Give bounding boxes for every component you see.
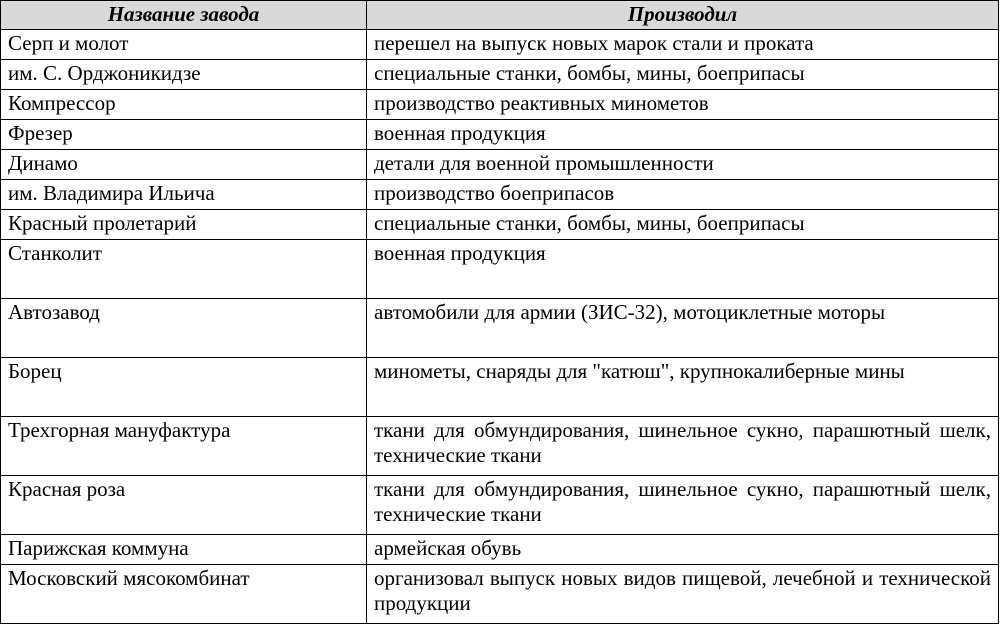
factory-name-cell: Серп и молот	[1, 30, 367, 60]
factory-name-cell: им. С. Орджоникидзе	[1, 60, 367, 90]
product-cell: детали для военной промышленности	[367, 150, 999, 180]
factory-name-cell: Московский мясокомбинат	[1, 565, 367, 624]
factory-name-cell: Станколит	[1, 240, 367, 299]
table-row	[1, 180, 999, 210]
header-factory-name: Название завода	[1, 1, 367, 30]
product-cell: специальные станки, бомбы, мины, боеприпасы	[367, 60, 999, 90]
factory-name-cell: Фрезер	[1, 120, 367, 150]
product-cell: минометы, снаряды для "катюш", крупнокалиберные мины	[367, 358, 999, 417]
factory-name-cell: Борец	[1, 358, 367, 417]
factory-name-cell: Трехгорная мануфактура	[1, 417, 367, 476]
product-cell: производство реактивных минометов	[367, 90, 999, 120]
table-row	[1, 417, 999, 476]
factory-name-cell: Красный пролетарий	[1, 210, 367, 240]
table-row	[1, 210, 999, 240]
table-header-row	[1, 1, 999, 30]
table-row	[1, 240, 999, 299]
product-cell: военная продукция	[367, 240, 999, 299]
product-cell: ткани для обмундирования, шинельное сукно, парашютный шелк, технические ткани	[367, 476, 999, 535]
table-row	[1, 565, 999, 624]
table-row	[1, 299, 999, 358]
header-produced: Производил	[367, 1, 999, 30]
factory-name-cell: Парижская коммуна	[1, 535, 367, 565]
product-cell: автомобили для армии (ЗИС-32), мотоциклетные моторы	[367, 299, 999, 358]
product-cell: специальные станки, бомбы, мины, боеприпасы	[367, 210, 999, 240]
table-row	[1, 30, 999, 60]
factory-name-cell: Красная роза	[1, 476, 367, 535]
product-cell: военная продукция	[367, 120, 999, 150]
table-row	[1, 120, 999, 150]
table-row	[1, 476, 999, 535]
product-cell: производство боеприпасов	[367, 180, 999, 210]
table-row	[1, 358, 999, 417]
factory-name-cell: Динамо	[1, 150, 367, 180]
table-row	[1, 535, 999, 565]
product-cell: перешел на выпуск новых марок стали и проката	[367, 30, 999, 60]
table-row	[1, 90, 999, 120]
product-cell: армейская обувь	[367, 535, 999, 565]
factory-name-cell: им. Владимира Ильича	[1, 180, 367, 210]
product-cell: ткани для обмундирования, шинельное сукно, парашютный шелк, технические ткани	[367, 417, 999, 476]
factory-name-cell: Автозавод	[1, 299, 367, 358]
table-row	[1, 150, 999, 180]
product-cell: организовал выпуск новых видов пищевой, лечебной и технической продукции	[367, 565, 999, 624]
table-row	[1, 60, 999, 90]
factory-name-cell: Компрессор	[1, 90, 367, 120]
